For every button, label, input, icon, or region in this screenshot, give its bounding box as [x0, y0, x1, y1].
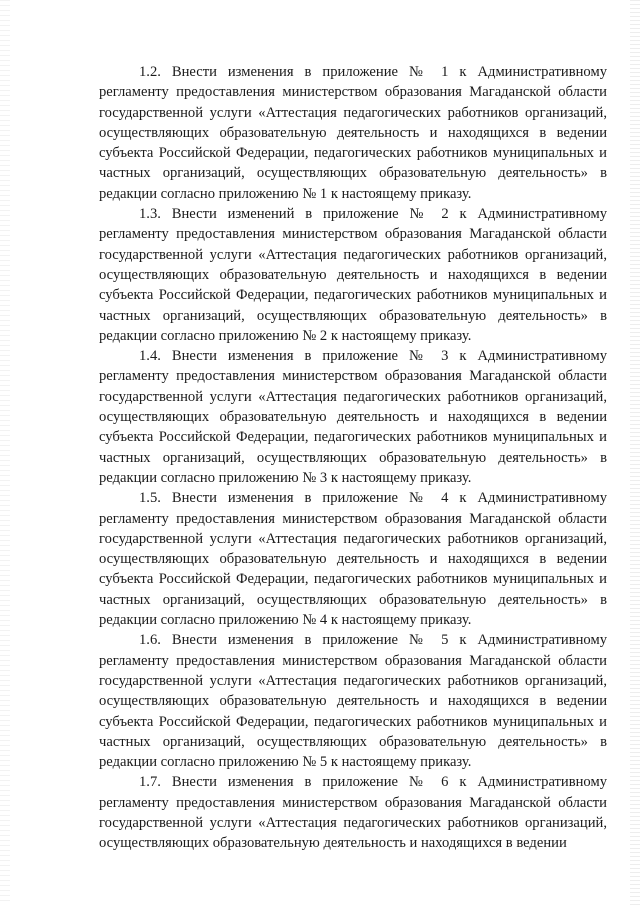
paragraph-1-5: 1.5. Внести изменения в приложение № 4 к Административному регламенту предоставления министерством образования Магаданской области государственной услуги «Аттестация педагогических работников организаций, осуществляющих образовательную деятельность и находящихся в ведении субъекта Российской Федерации, педагогических работников муниципальных и частных организаций, осуществляющих образовательную деятельность» в редакции согласно приложению № 4 к настоящему приказу. [99, 490, 607, 629]
paragraph-1-7: 1.7. Внести изменения в приложение № 6 к Административному регламенту предоставления министерством образования Магаданской области государственной услуги «Аттестация педагогических работников организаций, осуществляющих образовательную деятельность и находящихся в ведении [99, 774, 607, 852]
document-body [99, 62, 607, 854]
paragraph-1-4: 1.4. Внести изменения в приложение № 3 к Административному регламенту предоставления министерством образования Магаданской области государственной услуги «Аттестация педагогических работников организаций, осуществляющих образовательную деятельность и находящихся в ведении субъекта Российской Федерации, педагогических работников муниципальных и частных организаций, осуществляющих образовательную деятельность» в редакции согласно приложению № 3 к настоящему приказу. [99, 348, 607, 486]
paragraph-1-2: 1.2. Внести изменения в приложение № 1 к Административному регламенту предоставления министерством образования Магаданской области государственной услуги «Аттестация педагогических работников организаций, осуществляющих образовательную деятельность и находящихся в ведении субъекта Российской Федерации, педагогических работников муниципальных и частных организаций, осуществляющих образовательную деятельность» в редакции согласно приложению № 1 к настоящему приказу. [99, 64, 607, 202]
scan-edge-right [630, 0, 640, 905]
paragraph-1-6: 1.6. Внести изменения в приложение № 5 к Административному регламенту предоставления министерством образования Магаданской области государственной услуги «Аттестация педагогических работников организаций, осуществляющих образовательную деятельность и находящихся в ведении субъекта Российской Федерации, педагогических работников муниципальных и частных организаций, осуществляющих образовательную деятельность» в редакции согласно приложению № 5 к настоящему приказу. [99, 632, 607, 771]
paragraph-1-3: 1.3. Внести изменений в приложение № 2 к Административному регламенту предоставления министерством образования Магаданской области государственной услуги «Аттестация педагогических работников организаций, осуществляющих образовательную деятельность и находящихся в ведении субъекта Российской Федерации, педагогических работников муниципальных и частных организаций, осуществляющих образовательную деятельность» в редакции согласно приложению № 2 к настоящему приказу. [99, 206, 607, 344]
scan-edge-left [0, 0, 10, 905]
